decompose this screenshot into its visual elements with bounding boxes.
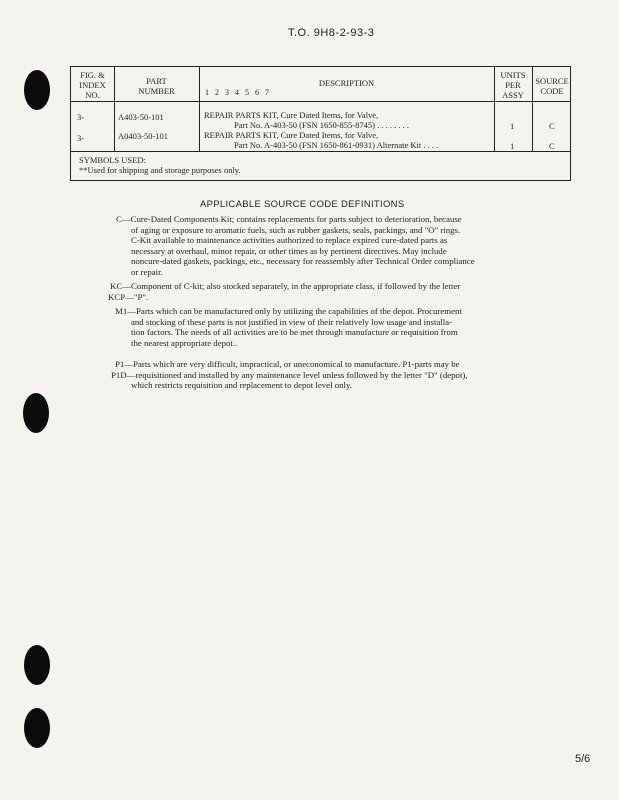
row-part-number: A0403-50-101 — [118, 131, 169, 141]
binder-hole — [24, 645, 50, 685]
definition-c: C—Cure-Dated Components Kit; contains replacements for parts subject to deterioration, because of aging or exposure to aromatic fuels, such as rubber gaskets, seals, packings, and "O" rings. C-Kit available to maintenance activities authorized to replace expired cure-dated parts as necessary at overhaul, minor repair, or other times as by pertinent directives. May include noncure-dated gaskets, packings, etc., necessary for reassembly after Technical Order compliance or repair. — [116, 214, 475, 277]
definitions-title: APPLICABLE SOURCE CODE DEFINITIONS — [200, 199, 405, 210]
indent-digits: 1 2 3 4 5 6 7 — [205, 88, 269, 97]
symbols-note: **Used for shipping and storage purposes only. — [79, 165, 241, 175]
row-source-code: C — [549, 141, 555, 151]
row-description-line2: Part No. A-403-50 (FSN 1650-861-0931) Alternate Kit . . . . — [234, 140, 439, 150]
row-source-code: C — [549, 121, 555, 131]
definition-p1: P1—Parts which are very difficult, impractical, or uneconomical to manufacture. P1-parts may be P1D—requisitioned and installed by any maintenance level unless followed by the letter "D" (depot), which restricts requisition and replacement to depot level only. — [111, 359, 468, 390]
definition-kc: KC—Component of C-kit; also stocked separately, in the appropriate class, if followed by the letter KCP—"P". — [108, 281, 461, 302]
row-description-line2: Part No. A-403-50 (FSN 1650-855-8745) . . . . . . . . — [234, 120, 409, 130]
definition-m1: M1—Parts which can be manufactured only by utilizing the capabilities of the depot. Procurement and stocking of these parts is not justified in view of their relatively low usage and installa- tion factors. The needs of all activities are to be met through manufacture or requisition from the nearest appropriate depot.. — [115, 306, 462, 348]
header-source-code: SOURCE CODE — [535, 76, 569, 96]
document-number: T.O. 9H8-2-93-3 — [288, 27, 375, 39]
binder-hole — [23, 393, 49, 433]
header-fig-index: FIG. & INDEX NO. — [79, 70, 106, 100]
header-description: DESCRIPTION — [318, 78, 375, 88]
row-description-line1: REPAIR PARTS KIT, Cure Dated Items, for Valve, — [204, 110, 379, 120]
row-units: 1 — [510, 121, 515, 131]
parts-table — [70, 66, 571, 181]
page-number: 5/6 — [575, 753, 591, 765]
row-fig-index: 3- — [77, 112, 85, 122]
binder-hole — [24, 70, 50, 110]
header-part-number: PART NUMBER — [138, 76, 175, 96]
symbols-title: SYMBOLS USED: — [79, 155, 146, 165]
row-part-number: A403-50-101 — [118, 112, 164, 122]
row-description-line1: REPAIR PARTS KIT, Cure Dated Items, for Valve, — [204, 130, 379, 140]
binder-hole — [24, 708, 50, 748]
row-fig-index: 3- — [77, 133, 85, 143]
row-units: 1 — [510, 141, 515, 151]
header-units-per-assy: UNITS PER ASSY — [500, 70, 526, 100]
